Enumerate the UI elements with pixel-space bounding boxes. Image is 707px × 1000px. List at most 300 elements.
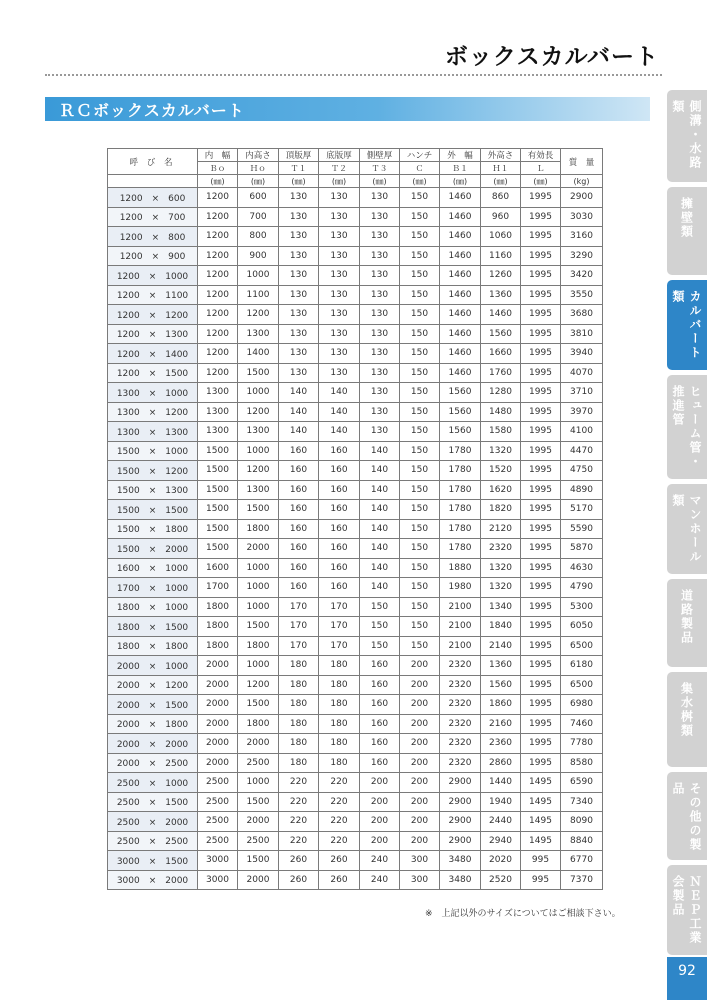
value-cell: 2160: [481, 714, 521, 734]
value-cell: 1800: [198, 617, 238, 637]
value-cell: 140: [360, 500, 400, 520]
value-cell: 1995: [521, 227, 561, 247]
value-cell: 1440: [481, 773, 521, 793]
table-row: [108, 441, 603, 461]
value-cell: 140: [319, 402, 360, 422]
value-cell: 200: [400, 695, 440, 715]
table-row: [108, 617, 603, 637]
value-cell: 1480: [481, 402, 521, 422]
size-name-cell: 2000 × 1200: [108, 675, 198, 695]
weight-cell: 5170: [561, 500, 603, 520]
value-cell: 860: [481, 188, 521, 208]
value-cell: 1560: [440, 383, 481, 403]
value-cell: 995: [521, 851, 561, 871]
value-cell: 1100: [238, 285, 279, 305]
value-cell: 150: [400, 305, 440, 325]
table-row: [108, 656, 603, 676]
size-name-cell: 1500 × 2000: [108, 539, 198, 559]
value-cell: 1995: [521, 461, 561, 481]
column-unit: (㎜): [481, 175, 521, 188]
value-cell: 3000: [198, 870, 238, 890]
value-cell: 160: [319, 578, 360, 598]
size-name-cell: 1300 × 1300: [108, 422, 198, 442]
value-cell: 130: [279, 207, 319, 227]
table-row: [108, 695, 603, 715]
size-name-cell: 1200 × 700: [108, 207, 198, 227]
value-cell: 260: [279, 851, 319, 871]
value-cell: 160: [319, 519, 360, 539]
value-cell: 1780: [440, 500, 481, 520]
value-cell: 1460: [440, 246, 481, 266]
value-cell: 600: [238, 188, 279, 208]
value-cell: 1495: [521, 773, 561, 793]
column-label: 外 幅: [440, 149, 481, 162]
value-cell: 1495: [521, 792, 561, 812]
weight-cell: 4070: [561, 363, 603, 383]
column-unit: (㎜): [319, 175, 360, 188]
weight-cell: 5300: [561, 597, 603, 617]
value-cell: 2320: [481, 539, 521, 559]
value-cell: 1460: [440, 285, 481, 305]
page-number-box: [667, 957, 707, 1000]
value-cell: 160: [319, 539, 360, 559]
value-cell: 170: [279, 597, 319, 617]
value-cell: 1995: [521, 714, 561, 734]
value-cell: 1200: [238, 305, 279, 325]
sidebar-tab[interactable]: [667, 187, 707, 275]
column-label: 有効長: [521, 149, 561, 162]
size-name-cell: 1200 × 800: [108, 227, 198, 247]
value-cell: 1500: [238, 792, 279, 812]
sidebar-tab[interactable]: [667, 772, 707, 860]
value-cell: 1820: [481, 500, 521, 520]
weight-cell: 6180: [561, 656, 603, 676]
sidebar-tab[interactable]: [667, 865, 707, 955]
value-cell: 150: [400, 597, 440, 617]
value-cell: 1500: [238, 363, 279, 383]
value-cell: 160: [319, 500, 360, 520]
table-row: [108, 383, 603, 403]
weight-unit: (kg): [561, 175, 603, 188]
value-cell: 150: [400, 636, 440, 656]
column-label: 頂版厚: [279, 149, 319, 162]
column-label: 底版厚: [319, 149, 360, 162]
value-cell: 1780: [440, 480, 481, 500]
size-name-cell: 1200 × 1300: [108, 324, 198, 344]
value-cell: 1995: [521, 539, 561, 559]
value-cell: 1280: [481, 383, 521, 403]
table-row: [108, 500, 603, 520]
size-name-cell: 1200 × 1000: [108, 266, 198, 286]
value-cell: 2500: [198, 812, 238, 832]
sidebar-tab-label: 側溝・水路類: [671, 100, 702, 170]
column-label: 内高さ: [238, 149, 279, 162]
column-symbol: Ｔ３: [360, 162, 400, 175]
value-cell: 260: [319, 851, 360, 871]
value-cell: 150: [360, 617, 400, 637]
value-cell: 1000: [238, 441, 279, 461]
weight-cell: 4100: [561, 422, 603, 442]
value-cell: 1800: [198, 636, 238, 656]
weight-cell: 6050: [561, 617, 603, 637]
value-cell: 1340: [481, 597, 521, 617]
weight-cell: 6590: [561, 773, 603, 793]
value-cell: 2520: [481, 870, 521, 890]
sidebar-tab[interactable]: [667, 672, 707, 767]
value-cell: 220: [279, 773, 319, 793]
value-cell: 200: [400, 734, 440, 754]
value-cell: 1995: [521, 266, 561, 286]
spec-table: [107, 148, 603, 890]
sidebar-tab-label: 集水桝類: [679, 682, 694, 738]
column-unit: (㎜): [198, 175, 238, 188]
value-cell: 1560: [440, 422, 481, 442]
value-cell: 1000: [238, 558, 279, 578]
weight-cell: 6770: [561, 851, 603, 871]
size-name-cell: 1300 × 1200: [108, 402, 198, 422]
value-cell: 160: [319, 480, 360, 500]
value-cell: 1995: [521, 500, 561, 520]
table-row: [108, 188, 603, 208]
weight-cell: 4890: [561, 480, 603, 500]
value-cell: 130: [319, 266, 360, 286]
sidebar-tab[interactable]: [667, 579, 707, 667]
value-cell: 220: [279, 831, 319, 851]
value-cell: 180: [279, 734, 319, 754]
value-cell: 1995: [521, 363, 561, 383]
table-row: [108, 870, 603, 890]
value-cell: 150: [400, 344, 440, 364]
weight-cell: 4790: [561, 578, 603, 598]
value-cell: 180: [319, 753, 360, 773]
value-cell: 130: [279, 363, 319, 383]
section-header-bar: [45, 97, 650, 121]
column-symbol: Ｃ: [400, 162, 440, 175]
value-cell: 1780: [440, 539, 481, 559]
column-symbol: Ｈｏ: [238, 162, 279, 175]
value-cell: 170: [279, 636, 319, 656]
weight-cell: 5590: [561, 519, 603, 539]
value-cell: 1580: [481, 422, 521, 442]
value-cell: 1460: [440, 344, 481, 364]
value-cell: 2100: [440, 617, 481, 637]
value-cell: 1620: [481, 480, 521, 500]
value-cell: 1500: [198, 461, 238, 481]
value-cell: 130: [279, 305, 319, 325]
size-name-cell: 2000 × 1500: [108, 695, 198, 715]
weight-cell: 6980: [561, 695, 603, 715]
value-cell: 1940: [481, 792, 521, 812]
size-name-cell: 1300 × 1000: [108, 383, 198, 403]
value-cell: 1700: [198, 578, 238, 598]
table-row: [108, 480, 603, 500]
value-cell: 150: [360, 636, 400, 656]
value-cell: 1000: [238, 383, 279, 403]
value-cell: 220: [319, 831, 360, 851]
value-cell: 2440: [481, 812, 521, 832]
value-cell: 1000: [238, 656, 279, 676]
value-cell: 1980: [440, 578, 481, 598]
value-cell: 1995: [521, 656, 561, 676]
table-row: [108, 305, 603, 325]
value-cell: 1760: [481, 363, 521, 383]
value-cell: 130: [319, 324, 360, 344]
value-cell: 2500: [198, 792, 238, 812]
value-cell: 1780: [440, 519, 481, 539]
value-cell: 2900: [440, 792, 481, 812]
value-cell: 300: [400, 851, 440, 871]
value-cell: 180: [319, 714, 360, 734]
size-name-cell: 1200 × 1500: [108, 363, 198, 383]
weight-cell: 3940: [561, 344, 603, 364]
size-name-cell: 2500 × 2500: [108, 831, 198, 851]
value-cell: 140: [319, 422, 360, 442]
value-cell: 1300: [238, 422, 279, 442]
value-cell: 130: [360, 363, 400, 383]
value-cell: 260: [279, 870, 319, 890]
value-cell: 150: [400, 285, 440, 305]
value-cell: 1460: [440, 266, 481, 286]
value-cell: 150: [400, 324, 440, 344]
column-symbol: Ｔ１: [279, 162, 319, 175]
size-name-cell: 1600 × 1000: [108, 558, 198, 578]
table-row: [108, 363, 603, 383]
value-cell: 1840: [481, 617, 521, 637]
weight-cell: 8580: [561, 753, 603, 773]
value-cell: 2320: [440, 656, 481, 676]
value-cell: 1995: [521, 285, 561, 305]
value-cell: 1200: [238, 675, 279, 695]
value-cell: 160: [360, 656, 400, 676]
weight-cell: 4750: [561, 461, 603, 481]
column-symbol: Ｔ２: [319, 162, 360, 175]
value-cell: 160: [279, 578, 319, 598]
value-cell: 1400: [238, 344, 279, 364]
value-cell: 2000: [238, 539, 279, 559]
value-cell: 200: [400, 812, 440, 832]
value-cell: 1460: [440, 207, 481, 227]
value-cell: 140: [360, 461, 400, 481]
size-name-cell: 1500 × 1800: [108, 519, 198, 539]
value-cell: 1060: [481, 227, 521, 247]
value-cell: 130: [360, 402, 400, 422]
value-cell: 140: [319, 383, 360, 403]
value-cell: 1200: [198, 324, 238, 344]
value-cell: 1320: [481, 441, 521, 461]
value-cell: 140: [279, 422, 319, 442]
page-number: 92: [678, 963, 696, 979]
value-cell: 1995: [521, 441, 561, 461]
value-cell: 1995: [521, 519, 561, 539]
value-cell: 1460: [440, 227, 481, 247]
value-cell: 130: [360, 207, 400, 227]
value-cell: 2000: [238, 734, 279, 754]
section-title: ＲＣボックスカルバート: [59, 101, 245, 120]
value-cell: 2000: [238, 812, 279, 832]
value-cell: 130: [360, 246, 400, 266]
value-cell: 1995: [521, 422, 561, 442]
value-cell: 220: [279, 812, 319, 832]
value-cell: 150: [400, 578, 440, 598]
weight-header: 質 量: [561, 149, 603, 175]
value-cell: 1995: [521, 734, 561, 754]
value-cell: 1300: [238, 480, 279, 500]
value-cell: 1800: [238, 519, 279, 539]
value-cell: 1780: [440, 441, 481, 461]
table-row: [108, 831, 603, 851]
value-cell: 1995: [521, 558, 561, 578]
value-cell: 2100: [440, 597, 481, 617]
value-cell: 150: [400, 363, 440, 383]
value-cell: 180: [319, 675, 360, 695]
value-cell: 1500: [238, 617, 279, 637]
weight-cell: 6500: [561, 675, 603, 695]
value-cell: 150: [400, 383, 440, 403]
value-cell: 220: [319, 812, 360, 832]
weight-cell: 4630: [561, 558, 603, 578]
value-cell: 3480: [440, 851, 481, 871]
value-cell: 1460: [440, 324, 481, 344]
value-cell: 1495: [521, 831, 561, 851]
value-cell: 160: [360, 695, 400, 715]
value-cell: 200: [400, 656, 440, 676]
sidebar-tab-label: その他の製品: [671, 782, 702, 852]
value-cell: 2360: [481, 734, 521, 754]
value-cell: 260: [319, 870, 360, 890]
value-cell: 150: [400, 266, 440, 286]
value-cell: 2320: [440, 753, 481, 773]
value-cell: 160: [360, 753, 400, 773]
value-cell: 180: [279, 656, 319, 676]
column-symbol: Ｈ１: [481, 162, 521, 175]
value-cell: 200: [400, 753, 440, 773]
value-cell: 1800: [238, 714, 279, 734]
value-cell: 130: [360, 324, 400, 344]
size-name-cell: 2000 × 1000: [108, 656, 198, 676]
table-row: [108, 285, 603, 305]
value-cell: 150: [400, 617, 440, 637]
name-unit-cell: [108, 175, 198, 188]
value-cell: 130: [279, 344, 319, 364]
table-row: [108, 266, 603, 286]
weight-cell: 8840: [561, 831, 603, 851]
size-name-cell: 2000 × 1800: [108, 714, 198, 734]
value-cell: 1500: [198, 441, 238, 461]
footnote: ※ 上記以外のサイズについてはご相談下さい。: [425, 909, 621, 919]
table-row: [108, 851, 603, 871]
table-row: [108, 773, 603, 793]
value-cell: 1260: [481, 266, 521, 286]
value-cell: 2320: [440, 734, 481, 754]
value-cell: 1560: [481, 324, 521, 344]
value-cell: 150: [400, 539, 440, 559]
value-cell: 150: [400, 461, 440, 481]
table-row: [108, 246, 603, 266]
value-cell: 1660: [481, 344, 521, 364]
value-cell: 150: [400, 422, 440, 442]
column-unit: (㎜): [360, 175, 400, 188]
value-cell: 140: [360, 539, 400, 559]
value-cell: 220: [319, 773, 360, 793]
table-row: [108, 597, 603, 617]
value-cell: 1360: [481, 656, 521, 676]
sidebar-tab[interactable]: [667, 375, 707, 479]
sidebar-tab[interactable]: [667, 484, 707, 574]
value-cell: 1500: [238, 851, 279, 871]
sidebar-tab[interactable]: [667, 280, 707, 370]
value-cell: 300: [400, 870, 440, 890]
value-cell: 1300: [198, 422, 238, 442]
value-cell: 200: [400, 675, 440, 695]
size-name-cell: 1800 × 1800: [108, 636, 198, 656]
value-cell: 150: [360, 597, 400, 617]
weight-cell: 3710: [561, 383, 603, 403]
table-row: [108, 578, 603, 598]
value-cell: 160: [279, 441, 319, 461]
value-cell: 2100: [440, 636, 481, 656]
value-cell: 1300: [198, 383, 238, 403]
sidebar-tab[interactable]: [667, 90, 707, 182]
value-cell: 1995: [521, 324, 561, 344]
value-cell: 130: [319, 344, 360, 364]
value-cell: 2900: [440, 831, 481, 851]
value-cell: 800: [238, 227, 279, 247]
value-cell: 140: [360, 441, 400, 461]
sidebar-tab-label: カルバート類: [671, 290, 702, 360]
table-row: [108, 753, 603, 773]
value-cell: 2900: [440, 812, 481, 832]
column-symbol: Ｌ: [521, 162, 561, 175]
value-cell: 1200: [198, 188, 238, 208]
value-cell: 140: [360, 480, 400, 500]
value-cell: 130: [319, 246, 360, 266]
value-cell: 1200: [198, 266, 238, 286]
weight-cell: 4470: [561, 441, 603, 461]
value-cell: 1000: [238, 578, 279, 598]
size-name-cell: 2500 × 1500: [108, 792, 198, 812]
value-cell: 140: [360, 519, 400, 539]
value-cell: 2000: [198, 675, 238, 695]
sidebar-tab-label: マンホール類: [671, 494, 702, 564]
value-cell: 1800: [238, 636, 279, 656]
size-name-cell: 1200 × 900: [108, 246, 198, 266]
weight-cell: 3550: [561, 285, 603, 305]
value-cell: 130: [279, 227, 319, 247]
value-cell: 1500: [198, 519, 238, 539]
value-cell: 130: [279, 246, 319, 266]
value-cell: 130: [279, 324, 319, 344]
value-cell: 130: [279, 285, 319, 305]
table-row: [108, 227, 603, 247]
value-cell: 200: [360, 792, 400, 812]
value-cell: 1995: [521, 695, 561, 715]
size-name-cell: 1200 × 1400: [108, 344, 198, 364]
size-name-cell: 1500 × 1000: [108, 441, 198, 461]
value-cell: 200: [400, 714, 440, 734]
value-cell: 170: [319, 597, 360, 617]
value-cell: 160: [319, 441, 360, 461]
value-cell: 1200: [238, 402, 279, 422]
value-cell: 130: [360, 422, 400, 442]
value-cell: 1160: [481, 246, 521, 266]
table-row: [108, 558, 603, 578]
value-cell: 150: [400, 519, 440, 539]
weight-cell: 3420: [561, 266, 603, 286]
value-cell: 130: [279, 188, 319, 208]
value-cell: 1995: [521, 383, 561, 403]
value-cell: 180: [279, 675, 319, 695]
value-cell: 2000: [238, 870, 279, 890]
